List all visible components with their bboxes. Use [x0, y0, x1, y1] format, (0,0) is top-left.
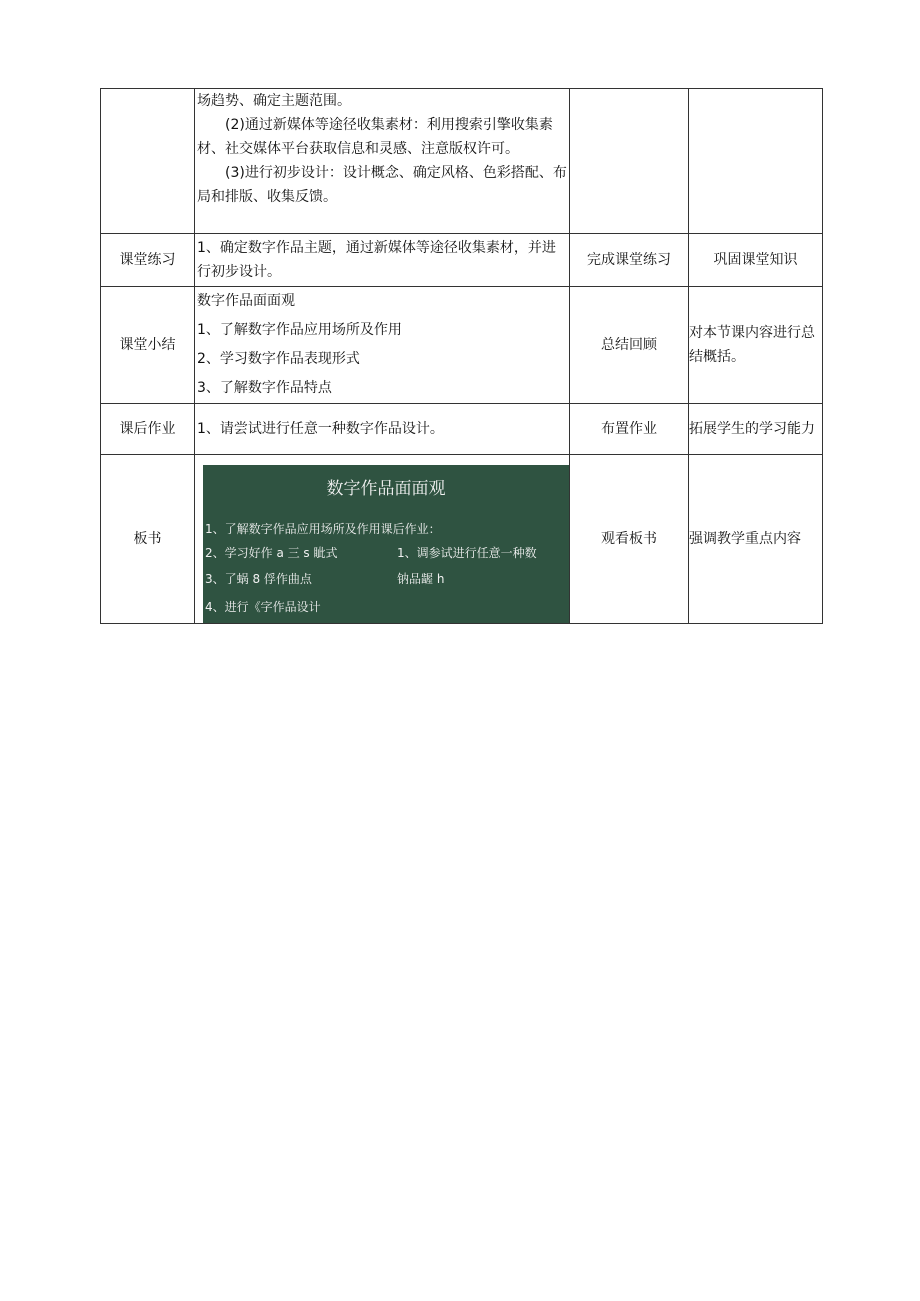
row4-content: 1、请尝试进行任意一种数字作品设计。: [195, 404, 570, 455]
table-row: [101, 89, 823, 234]
board-title: 数字作品面面观: [326, 479, 446, 499]
board-line-2-right: 1、调参试进行任意一种数: [397, 546, 537, 560]
row2-content: 1、确定数字作品主题，通过新媒体等途径收集素材，并进行初步设计。: [195, 234, 570, 287]
table-row: [101, 234, 823, 287]
row2-activity: 完成课堂练习: [570, 234, 689, 287]
board-line-3-right: 钠品龌 h: [397, 572, 445, 586]
row5-label: 板书: [101, 455, 195, 624]
row3-activity: 总结回顾: [570, 287, 689, 404]
lesson-plan-table: [100, 88, 823, 624]
table-row: [101, 287, 823, 404]
board-line-1: 1、了解数字作品应用场所及作用课后作业：: [205, 522, 441, 536]
row3-line-2: 1、了解数字作品应用场所及作用: [197, 322, 402, 338]
row5-purpose: 强调教学重点内容: [689, 455, 823, 624]
row4-activity: 布置作业: [570, 404, 689, 455]
row1-label: [101, 89, 195, 234]
row1-activity: [570, 89, 689, 234]
row1-line-1: 场趋势、确定主题范围。: [197, 93, 351, 109]
row3-content: [195, 287, 570, 404]
row2-label: 课堂练习: [101, 234, 195, 287]
row4-purpose: 拓展学生的学习能力: [689, 404, 823, 455]
row3-purpose: 对本节课内容进行总结概括。: [689, 287, 823, 404]
row1-line-3: (3)进行初步设计：设计概念、确定风格、色彩搭配、布局和排版、收集反馈。: [197, 165, 567, 205]
table-row: [101, 404, 823, 455]
table-row: [101, 455, 823, 624]
row3-label: 课堂小结: [101, 287, 195, 404]
row3-line-1: 数字作品面面观: [197, 293, 295, 309]
board-line-4: 4、进行《字作品设计: [205, 600, 321, 614]
row5-activity: 观看板书: [570, 455, 689, 624]
row3-line-4: 3、了解数字作品特点: [197, 380, 332, 396]
blackboard-image: [203, 465, 569, 623]
board-line-2-left: 2、学习好作 a 三 s 眦式: [205, 546, 338, 560]
row3-line-3: 2、学习数字作品表现形式: [197, 351, 360, 367]
board-line-3-left: 3、了蜗 8 俘作曲点: [205, 572, 312, 586]
row1-purpose: [689, 89, 823, 234]
row2-purpose: 巩固课堂知识: [689, 234, 823, 287]
row1-content: [195, 89, 570, 234]
row4-label: 课后作业: [101, 404, 195, 455]
row1-line-2: (2)通过新媒体等途径收集素材：利用搜索引擎收集素材、社交媒体平台获取信息和灵感、注意版权许可。: [197, 117, 553, 157]
row5-content: [195, 455, 570, 624]
